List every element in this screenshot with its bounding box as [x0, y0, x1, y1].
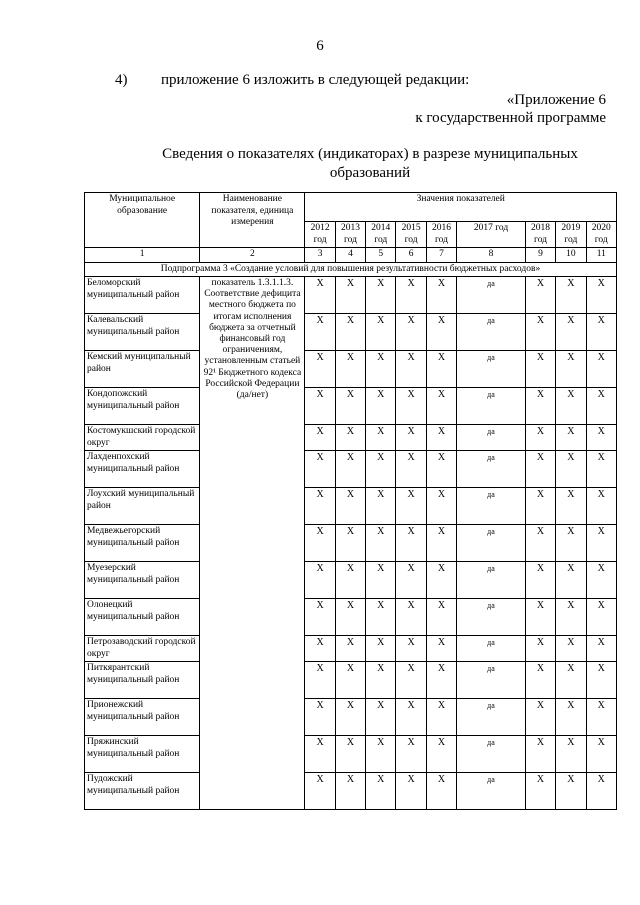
indicator-value: X [426, 773, 456, 810]
indicator-value: X [305, 425, 335, 451]
indicator-value: X [556, 314, 586, 351]
indicator-value: X [396, 636, 426, 662]
indicator-value: да [457, 699, 526, 736]
municipality-name: Пудожский муниципальный район [85, 773, 200, 810]
table-row [85, 451, 617, 488]
municipality-name: Петрозаводский городской округ [85, 636, 200, 662]
subprogram-row: Подпрограмма 3 «Создание условий для повышения результативности бюджетных расходов» [85, 262, 617, 277]
indicator-value: X [586, 314, 616, 351]
indicator-value: X [396, 488, 426, 525]
indicator-value: X [335, 451, 365, 488]
indicator-value: X [426, 699, 456, 736]
indicator-value: X [396, 351, 426, 388]
header-municipality: Муниципальное образование [85, 193, 200, 248]
municipality-name: Прионежский муниципальный район [85, 699, 200, 736]
indicator-value: X [525, 351, 555, 388]
indicators-table [84, 192, 617, 810]
column-number: 4 [335, 248, 365, 263]
indicator-value: да [457, 525, 526, 562]
indicator-value: X [305, 662, 335, 699]
table-row [85, 388, 617, 425]
indicator-value: X [396, 662, 426, 699]
indicator-value: X [335, 525, 365, 562]
document-title: Сведения о показателях (индикаторах) в разрезе муниципальных образований [162, 146, 578, 181]
table-row [85, 662, 617, 699]
indicator-value: да [457, 773, 526, 810]
table-row [85, 636, 617, 662]
header-year: 2017 год [457, 222, 526, 248]
indicator-value: X [366, 451, 396, 488]
table-row [85, 599, 617, 636]
indicator-value: X [335, 662, 365, 699]
indicator-value: X [426, 314, 456, 351]
indicator-value: X [556, 699, 586, 736]
indicator-value: X [396, 451, 426, 488]
table-row [85, 314, 617, 351]
indicator-value: X [335, 314, 365, 351]
indicator-value: X [335, 736, 365, 773]
indicator-value: X [586, 425, 616, 451]
indicator-value: X [305, 488, 335, 525]
header-year: 2019 год [556, 222, 586, 248]
indicator-value: да [457, 562, 526, 599]
municipality-name: Муезерский муниципальный район [85, 562, 200, 599]
indicator-value: X [366, 351, 396, 388]
indicator-value: X [366, 562, 396, 599]
indicator-value: X [556, 277, 586, 314]
indicator-value: X [586, 599, 616, 636]
municipality-name: Пряжинский муниципальный район [85, 736, 200, 773]
header-year: 2012 год [305, 222, 335, 248]
indicator-value: X [556, 488, 586, 525]
indicator-value: X [366, 388, 396, 425]
indicator-value: X [335, 277, 365, 314]
column-number: 7 [426, 248, 456, 263]
indicator-value: X [366, 636, 396, 662]
indicator-value: да [457, 388, 526, 425]
header-values: Значения показателей [305, 193, 617, 222]
indicator-value: X [396, 736, 426, 773]
indicator-value: да [457, 636, 526, 662]
indicator-value: X [426, 425, 456, 451]
indicator-value: X [335, 388, 365, 425]
indicator-value: X [335, 351, 365, 388]
indicator-value: X [426, 451, 456, 488]
indicator-value: X [556, 351, 586, 388]
indicator-value: X [426, 599, 456, 636]
indicator-value: X [556, 388, 586, 425]
indicator-value: X [305, 351, 335, 388]
indicator-value: да [457, 736, 526, 773]
indicator-value: X [305, 388, 335, 425]
indicator-value: X [525, 636, 555, 662]
indicator-value: X [525, 388, 555, 425]
indicator-value: X [305, 636, 335, 662]
indicator-value: X [525, 773, 555, 810]
indicator-value: X [366, 662, 396, 699]
indicator-value: X [525, 451, 555, 488]
indicator-value: X [525, 314, 555, 351]
indicator-value: X [396, 277, 426, 314]
indicator-value: X [586, 773, 616, 810]
indicator-value: да [457, 451, 526, 488]
indicator-value: X [556, 773, 586, 810]
indicator-value: X [556, 599, 586, 636]
indicator-value: да [457, 277, 526, 314]
page-number: 6 [316, 38, 324, 54]
municipality-name: Лоухский муниципальный район [85, 488, 200, 525]
table-row [85, 488, 617, 525]
header-indicator: Наименование показателя, единица измерения [200, 193, 305, 248]
indicator-value: X [525, 562, 555, 599]
indicator-value: X [426, 277, 456, 314]
column-number: 1 [85, 248, 200, 263]
indicator-value: X [525, 525, 555, 562]
column-number: 6 [396, 248, 426, 263]
indicator-value: X [525, 277, 555, 314]
column-number: 5 [366, 248, 396, 263]
indicator-value: X [396, 425, 426, 451]
item-text: приложение 6 изложить в следующей редакции: [161, 72, 470, 88]
indicator-value: X [335, 699, 365, 736]
indicator-value: X [586, 562, 616, 599]
header-year: 2015 год [396, 222, 426, 248]
indicator-value: да [457, 425, 526, 451]
indicator-value: X [586, 277, 616, 314]
municipality-name: Медвежьегорский муниципальный район [85, 525, 200, 562]
annex-program: к государственной программе [415, 110, 606, 126]
indicator-value: X [366, 736, 396, 773]
indicator-value: X [556, 525, 586, 562]
indicator-value: X [366, 699, 396, 736]
indicator-value: X [556, 636, 586, 662]
municipality-name: Кондопожский муниципальный район [85, 388, 200, 425]
table-row [85, 277, 617, 314]
header-year: 2020 год [586, 222, 616, 248]
column-number: 10 [556, 248, 586, 263]
indicator-value: X [305, 773, 335, 810]
indicator-value: да [457, 662, 526, 699]
indicator-value: X [556, 451, 586, 488]
item-number: 4) [115, 72, 128, 88]
indicator-value: X [366, 314, 396, 351]
column-number: 3 [305, 248, 335, 263]
column-number: 11 [586, 248, 616, 263]
municipality-name: Калевальский муниципальный район [85, 314, 200, 351]
indicator-value: X [586, 351, 616, 388]
municipality-name: Лахденпохский муниципальный район [85, 451, 200, 488]
indicator-value: X [586, 662, 616, 699]
indicator-description: показатель 1.3.1.1.3. Соответствие дефицита местного бюджета по итогам исполнения бюджета за отчетный финансовый год ограничениям, установленным статьей 92¹ Бюджетного кодекса Российской Федерации (да/нет) [200, 277, 305, 810]
indicator-value: X [426, 351, 456, 388]
table-row [85, 425, 617, 451]
indicator-value: X [396, 773, 426, 810]
indicator-value: X [556, 662, 586, 699]
header-year: 2013 год [335, 222, 365, 248]
indicator-value: X [366, 425, 396, 451]
indicator-value: X [525, 488, 555, 525]
indicator-value: X [305, 562, 335, 599]
indicator-value: X [426, 662, 456, 699]
municipality-name: Кемский муниципальный район [85, 351, 200, 388]
indicator-value: X [426, 388, 456, 425]
indicator-value: X [305, 599, 335, 636]
table-row [85, 773, 617, 810]
indicator-value: X [305, 525, 335, 562]
table-row [85, 562, 617, 599]
indicator-value: X [366, 277, 396, 314]
municipality-name: Беломорский муниципальный район [85, 277, 200, 314]
indicator-value: X [396, 599, 426, 636]
header-year: 2018 год [525, 222, 555, 248]
indicator-value: X [525, 662, 555, 699]
indicator-value: X [426, 488, 456, 525]
indicator-value: X [305, 699, 335, 736]
indicator-value: X [525, 699, 555, 736]
indicator-value: X [396, 314, 426, 351]
indicator-value: X [335, 636, 365, 662]
indicator-value: X [335, 773, 365, 810]
indicator-value: X [396, 562, 426, 599]
indicator-value: X [586, 699, 616, 736]
indicator-value: X [525, 599, 555, 636]
indicator-value: X [426, 562, 456, 599]
municipality-name: Питкярантский муниципальный район [85, 662, 200, 699]
indicator-value: X [426, 525, 456, 562]
indicator-value: X [586, 736, 616, 773]
header-year: 2014 год [366, 222, 396, 248]
column-number: 2 [200, 248, 305, 263]
indicator-value: X [366, 525, 396, 562]
table-row [85, 736, 617, 773]
indicator-value: X [396, 699, 426, 736]
indicator-value: X [556, 425, 586, 451]
amendment-item [115, 72, 469, 89]
column-number: 9 [525, 248, 555, 263]
indicator-value: X [305, 451, 335, 488]
indicator-value: X [366, 599, 396, 636]
indicator-value: X [335, 562, 365, 599]
indicator-value: X [426, 736, 456, 773]
indicator-value: да [457, 314, 526, 351]
annex-label: «Приложение 6 [506, 92, 606, 108]
indicator-value: X [396, 525, 426, 562]
column-number: 8 [457, 248, 526, 263]
indicator-value: X [305, 736, 335, 773]
indicator-value: X [366, 488, 396, 525]
municipality-name: Олонецкий муниципальный район [85, 599, 200, 636]
column-numbers-row [85, 248, 617, 263]
indicator-value: X [586, 525, 616, 562]
indicator-value: X [586, 388, 616, 425]
indicator-value: X [396, 388, 426, 425]
indicator-value: X [586, 636, 616, 662]
indicator-value: X [556, 562, 586, 599]
indicator-value: X [335, 425, 365, 451]
indicator-value: X [525, 736, 555, 773]
indicator-value: X [426, 636, 456, 662]
indicator-value: X [305, 314, 335, 351]
indicator-value: X [556, 736, 586, 773]
table-row [85, 351, 617, 388]
indicator-value: да [457, 351, 526, 388]
indicator-value: X [586, 451, 616, 488]
header-year: 2016 год [426, 222, 456, 248]
municipality-name: Костомукшский городской округ [85, 425, 200, 451]
table-row [85, 699, 617, 736]
indicator-value: да [457, 488, 526, 525]
indicator-value: X [335, 488, 365, 525]
indicator-value: X [366, 773, 396, 810]
indicator-value: X [305, 277, 335, 314]
indicator-value: да [457, 599, 526, 636]
indicator-value: X [586, 488, 616, 525]
indicator-value: X [525, 425, 555, 451]
table-row [85, 525, 617, 562]
indicator-value: X [335, 599, 365, 636]
